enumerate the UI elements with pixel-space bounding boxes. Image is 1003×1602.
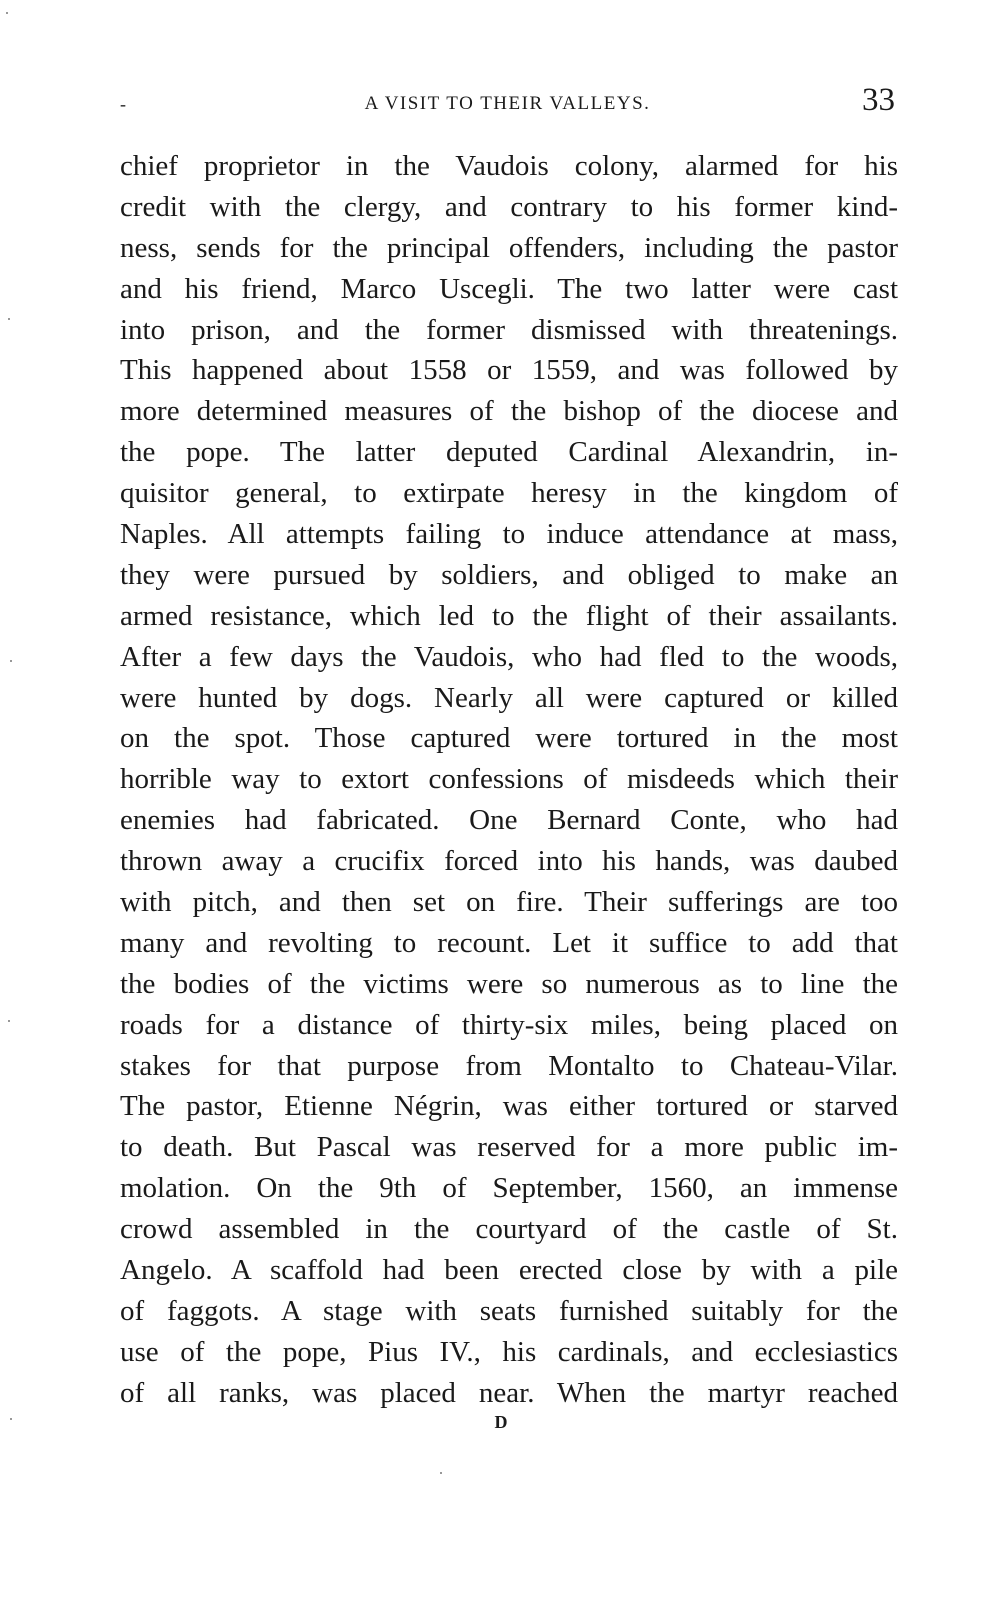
page-header [120, 82, 895, 126]
text-line: many and revolting to recount. Let it suffice to add that [120, 926, 898, 959]
text-line: the bodies of the victims were so numerous as to line the [120, 967, 898, 1000]
text-line: and his friend, Marco Uscegli. The two latter were cast [120, 272, 898, 305]
running-head: A VISIT TO THEIR VALLEYS. [364, 93, 651, 114]
scan-speck [6, 12, 8, 14]
header-mark: - [120, 94, 126, 114]
text-line: with pitch, and then set on fire. Their sufferings are too [120, 886, 898, 919]
text-line: on the spot. Those captured were tortured in the most [120, 722, 898, 755]
scan-speck [10, 660, 12, 662]
text-line: horrible way to extort confessions of misdeeds which their [120, 763, 898, 796]
text-line: After a few days the Vaudois, who had fled to the woods, [120, 640, 898, 673]
text-line: The pastor, Etienne Négrin, was either tortured or starved [120, 1090, 898, 1123]
text-line: quisitor general, to extirpate heresy in the kingdom of [120, 477, 898, 510]
page-number: 33 [862, 82, 895, 118]
text-line: they were pursued by soldiers, and obliged to make an [120, 558, 898, 591]
text-line: enemies had fabricated. One Bernard Conte, who had [120, 804, 898, 837]
text-line: credit with the clergy, and contrary to his former kind- [120, 190, 898, 223]
text-line: Naples. All attempts failing to induce attendance at mass, [120, 518, 898, 551]
text-line: to death. But Pascal was reserved for a more public im- [120, 1131, 898, 1164]
text-line: of all ranks, was placed near. When the martyr reached [120, 1376, 898, 1409]
text-line: Angelo. A scaffold had been erected close by with a pile [120, 1254, 898, 1287]
text-line: thrown away a crucifix forced into his hands, was daubed [120, 845, 898, 878]
text-line: roads for a distance of thirty-six miles, being placed on [120, 1008, 898, 1041]
text-line: the pope. The latter deputed Cardinal Alexandrin, in- [120, 436, 898, 469]
scan-speck [8, 318, 10, 320]
body-text [120, 146, 898, 1414]
text-line: into prison, and the former dismissed with threatenings. [120, 313, 898, 346]
text-line: chief proprietor in the Vaudois colony, alarmed for his [120, 150, 898, 182]
text-line: of faggots. A stage with seats furnished suitably for the [120, 1294, 898, 1327]
text-line: were hunted by dogs. Nearly all were captured or killed [120, 681, 898, 714]
signature-mark: D [494, 1412, 509, 1432]
text-line: armed resistance, which led to the flight of their assailants. [120, 599, 898, 632]
text-line: more determined measures of the bishop of the diocese and [120, 395, 898, 428]
scan-speck [8, 1020, 10, 1022]
text-line: use of the pope, Pius IV., his cardinals, and ecclesiastics [120, 1335, 898, 1368]
text-line: molation. On the 9th of September, 1560, an immense [120, 1172, 898, 1205]
scan-speck [440, 1472, 442, 1474]
text-line: stakes for that purpose from Montalto to Chateau-Vilar. [120, 1049, 898, 1082]
scan-speck [10, 1418, 12, 1420]
text-line: crowd assembled in the courtyard of the castle of St. [120, 1213, 898, 1246]
text-line: This happened about 1558 or 1559, and was followed by [120, 354, 898, 387]
text-line: ness, sends for the principal offenders, including the pastor [120, 231, 898, 264]
